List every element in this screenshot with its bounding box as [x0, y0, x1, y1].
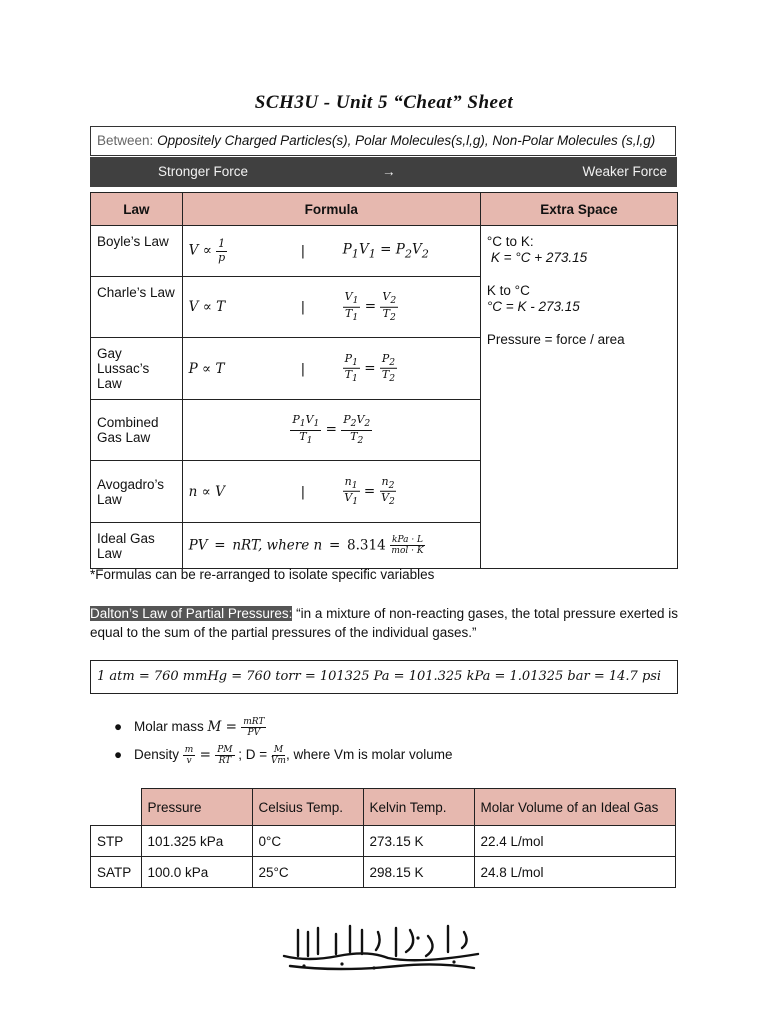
avogadros-law-formula: n ∝ V | $\frac{n_1}{V_1}$ = $\frac{n_2}{V_2}$	[182, 461, 480, 523]
table-row	[91, 857, 676, 888]
table-row	[91, 226, 678, 277]
table-header-row	[91, 193, 678, 226]
table-cell: SATP	[91, 857, 142, 888]
calligraphy-image	[278, 918, 488, 974]
table-cell: 0°C	[252, 826, 363, 857]
extra-line: K to °C	[486, 283, 530, 298]
extra-line: °C = K - 273.15	[486, 299, 580, 314]
extra-line: Pressure = force / area	[486, 332, 625, 347]
combined-gas-law-formula: $\frac{P_1V_1}{T_1}$ = $\frac{P_2V_2}{T_2}$	[182, 400, 480, 461]
daltons-law-paragraph	[90, 604, 690, 642]
header-kelvin: Kelvin Temp.	[363, 789, 474, 826]
law-name: Combined Gas Law	[91, 400, 183, 461]
table-cell: 100.0 kPa	[141, 857, 252, 888]
between-value: Oppositely Charged Particles(s), Polar Molecules(s,l,g), Non-Polar Molecules (s,l,g)	[157, 133, 656, 148]
law-name: Ideal Gas Law	[91, 523, 183, 569]
stronger-force-label: Stronger Force	[158, 164, 249, 179]
between-row	[90, 126, 676, 156]
boyles-law-formula: V ∝ $\frac{1}{p}$ | $P_1V_1 = P_2V_2$	[182, 226, 480, 277]
table-cell: 101.325 kPa	[141, 826, 252, 857]
table-header-row	[91, 789, 676, 826]
header-molar-volume: Molar Volume of an Ideal Gas	[474, 789, 675, 826]
extra-line: °C to K:	[486, 234, 534, 249]
conditions-table	[90, 788, 676, 888]
law-name: Avogadro’s Law	[91, 461, 183, 523]
arrow-right-icon: →	[382, 164, 396, 179]
formula-note: *Formulas can be re-arranged to isolate specific variables	[90, 567, 435, 582]
list-item	[110, 716, 453, 744]
bullet-icon: ●	[114, 747, 123, 762]
density-label: Density	[134, 747, 180, 762]
daltons-law-label: Dalton’s Law of Partial Pressures:	[90, 606, 293, 621]
list-item: ● Density $\frac{m}{v}$ = $\frac{PM}{RT}$ ; D = $\frac{M}{Vm}$ , where Vm is molar volume	[114, 744, 453, 766]
daltons-law-text: “in a mixture of non-reacting gases, the total pressure exerted is equal to the sum of the partial pressures of the individual gases.”	[90, 606, 679, 640]
molar-mass-label: Molar mass	[134, 719, 204, 734]
force-bar	[90, 157, 677, 187]
molar-mass-formula: M = $\frac{\text{mRT}}{PV}$	[207, 716, 265, 738]
gas-laws-table	[90, 192, 678, 569]
header-pressure: Pressure	[141, 789, 252, 826]
table-cell: 273.15 K	[363, 826, 474, 857]
gay-lussac-law-formula: P ∝ T | $\frac{P_1}{T_1}$ = $\frac{P_2}{T_2}$	[182, 338, 480, 400]
density-formula: $\frac{m}{v}$ = $\frac{PM}{RT}$	[184, 744, 233, 766]
page-title: SCH3U - Unit 5 “Cheat” Sheet	[254, 92, 514, 113]
bullet-list	[110, 716, 453, 772]
density-suffix: , where Vm is molar volume	[285, 747, 453, 762]
table-cell: STP	[91, 826, 142, 857]
pressure-conversion-box: 1 atm = 760 mmHg = 760 torr = 101325 Pa = 101.325 kPa = 1.01325 bar = 14.7 psi	[90, 660, 678, 694]
header-formula: Formula	[182, 193, 480, 226]
extra-space-cell	[480, 226, 677, 569]
table-cell: 25°C	[252, 857, 363, 888]
ideal-gas-law-formula: PV = nRT, where n = 8.314 $\frac{\text{kPa · L}}{\text{mol · K}}$	[182, 523, 480, 569]
table-row	[91, 826, 676, 857]
header-extra-space: Extra Space	[480, 193, 677, 226]
header-law: Law	[91, 193, 183, 226]
between-label: Between:	[97, 133, 154, 148]
law-name: Gay Lussac’s Law	[91, 338, 183, 400]
extra-line: K = °C + 273.15	[490, 250, 588, 265]
law-name: Boyle’s Law	[91, 226, 183, 277]
table-cell: 24.8 L/mol	[474, 857, 675, 888]
weaker-force-label: Weaker Force	[582, 164, 667, 179]
table-cell: 22.4 L/mol	[474, 826, 675, 857]
law-name: Charle’s Law	[91, 277, 183, 338]
basmala-calligraphy	[278, 918, 488, 974]
header-blank	[91, 789, 142, 826]
bullet-icon: ●	[114, 719, 123, 734]
header-celsius: Celsius Temp.	[252, 789, 363, 826]
table-cell: 298.15 K	[363, 857, 474, 888]
charles-law-formula: V ∝ T | $\frac{V_1}{T_1}$ = $\frac{V_2}{T_2}$	[182, 277, 480, 338]
